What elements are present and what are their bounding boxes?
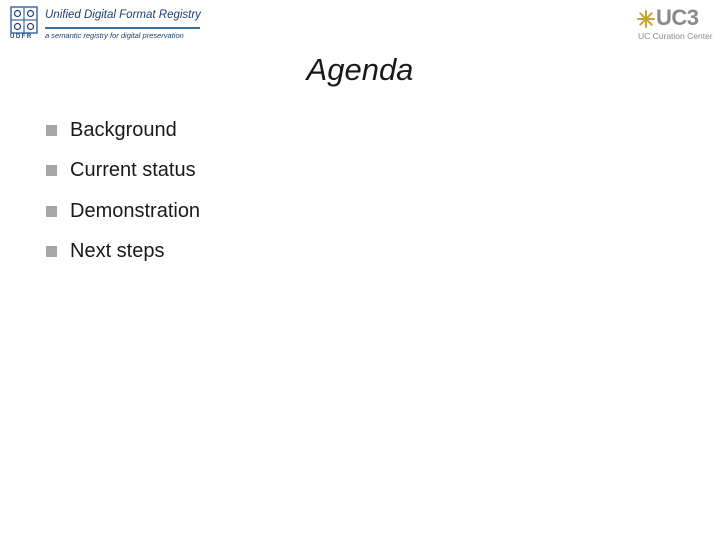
asterisk-star-icon — [637, 10, 655, 28]
square-bullet-icon — [46, 125, 57, 136]
list-item-text: Next steps — [70, 240, 165, 263]
list-item — [46, 191, 200, 232]
udfr-logo-label: UDFR — [10, 34, 33, 40]
list-item — [46, 232, 200, 273]
header-divider — [45, 27, 200, 29]
list-item — [46, 110, 200, 151]
list-item-text: Background — [70, 118, 177, 141]
square-bullet-icon — [46, 165, 57, 176]
header-subtitle: a semantic registry for digital preservation — [45, 31, 184, 40]
list-item — [46, 151, 200, 192]
square-bullet-icon — [46, 206, 57, 217]
slide-title — [0, 52, 720, 88]
agenda-list — [46, 110, 200, 272]
square-bullet-icon — [46, 246, 57, 257]
uc3-logo-text: UC3 — [656, 5, 699, 30]
list-item-text: Demonstration — [70, 199, 201, 222]
list-item-text: Current status — [70, 159, 196, 182]
uc3-logo-subtext: UC Curation Center — [638, 31, 713, 41]
header-title: Unified Digital Format Registry — [45, 9, 201, 21]
slide-title-text: Agenda — [306, 52, 414, 87]
